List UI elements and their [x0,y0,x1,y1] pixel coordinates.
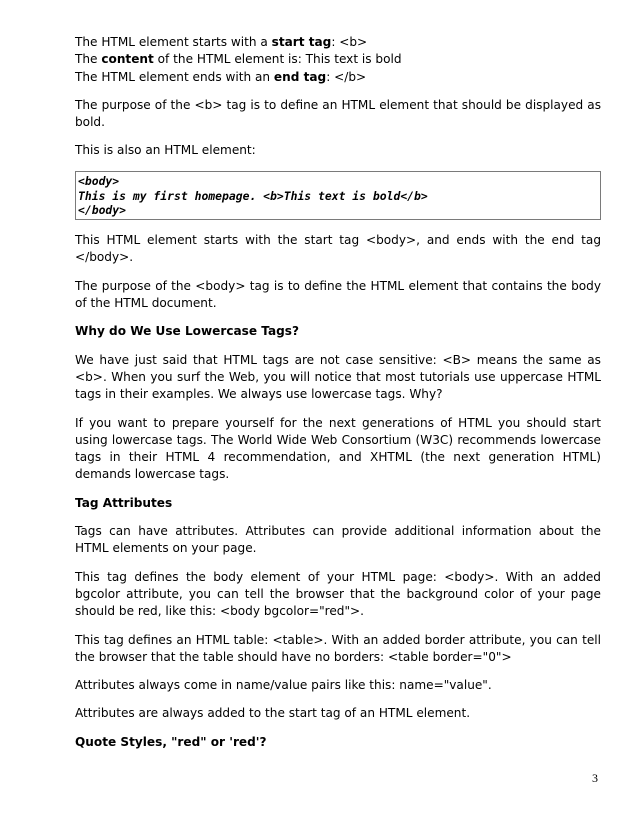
code-line: <body> [78,173,120,188]
intro-line-text: The [75,52,102,67]
paragraph-start-tag: Attributes are always added to the start tag of an HTML element. [75,706,471,721]
intro-line-text: of the HTML element is: This text is bold [153,52,402,67]
intro-line-bold: end tag [273,69,327,84]
intro-line-text: The HTML element starts with a [75,35,272,49]
paragraph-table: This tag defines an HTML table: <table>. With an added border attribute, you can tell the browser that the table should have no borders: <table border="0"> [75,632,601,664]
paragraph-attributes: Tags can have attributes. Attributes can provide additional information about the HTML elements on your page. [75,524,601,556]
paragraph-case-sensitivity: We have just said that HTML tags are not case sensitive: <B> means the same as <b>. When you surf the Web, you will notice that most tutorials use uppercase HTML tags in their examples. We always use lowercase tags. Why? [75,352,601,402]
intro-line-text: : <b> [331,35,368,49]
document-page [75,34,601,762]
intro-line [75,51,601,68]
intro-line [75,69,601,86]
paragraph-purpose-b: The purpose of the <b> tag is to define an HTML element that should be displayed as bold. [75,97,601,130]
intro-line [75,34,601,51]
paragraph-prepare: If you want to prepare yourself for the next generations of HTML you should start using lowercase tags. The World Wide Web Consortium (W3C) recommends lowercase tags in their HTML 4 recommendation, and XHTML (the next generation HTML) demands lowercase tags. [75,415,601,482]
heading-lowercase-tags: Why do We Use Lowercase Tags? [75,324,299,339]
code-line: This is my first homepage. <b>This text is bold</b> [78,188,428,203]
paragraph-purpose-body: The purpose of the <body> tag is to define the HTML element that contains the body of the HTML document. [75,278,601,311]
code-line: </body> [78,203,127,218]
intro-line-text: The HTML element ends with an [75,69,274,84]
intro-line-bold: start tag [271,35,332,49]
heading-quote-styles: Quote Styles, "red" or 'red'? [75,734,267,749]
paragraph-name-value-pairs: Attributes always come in name/value pairs like this: name="value". [75,678,492,693]
page-number: 3 [592,771,598,785]
paragraph-body-tags: This HTML element starts with the start tag <body>, and ends with the end tag </body>. [75,233,601,265]
paragraph-bgcolor: This tag defines the body element of your HTML page: <body>. With an added bgcolor attribute, you can tell the browser that the background color of your page should be red, like this: <body bgcolor="red">. [75,569,601,619]
code-example-box [75,171,601,220]
intro-line-bold: content [101,52,154,67]
paragraph-also-element: This is also an HTML element: [75,143,256,158]
intro-line-text: : </b> [326,69,367,84]
intro-block [75,34,601,86]
heading-tag-attributes: Tag Attributes [75,495,173,510]
